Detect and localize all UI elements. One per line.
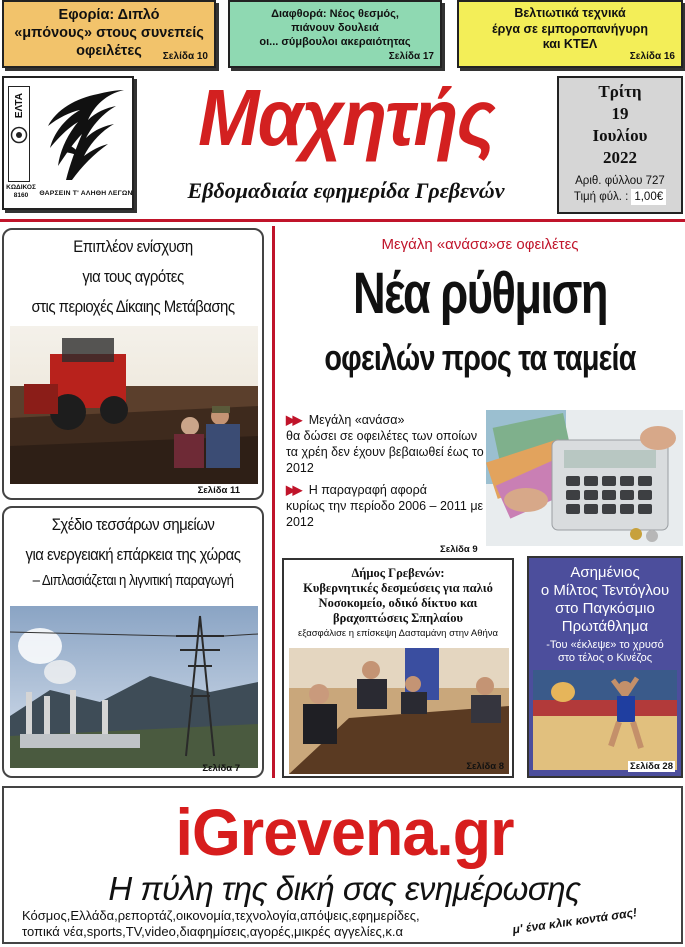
double-arrow-icon: ▶▶	[286, 483, 300, 497]
story-subhead: – Διπλασιάζεται η λιγνιτική παραγωγή	[32, 572, 234, 589]
main-story-bullets	[286, 412, 486, 536]
bullet-body: κυρίως την περίοδο 2006 – 2011 με 2012	[286, 499, 484, 529]
story-headline-line: στις περιοχές Δίκαιης Μετάβασης	[31, 297, 235, 316]
story-headline-line: για τους αγρότες	[82, 267, 184, 286]
igrevena-advertisement[interactable]	[2, 786, 683, 944]
story-subhead: στο τέλος ο Κινέζος	[557, 652, 653, 664]
bullet-item	[286, 412, 486, 476]
story-municipality[interactable]	[282, 558, 514, 778]
postal-code	[6, 184, 36, 200]
teaser-line: πιάνουν δουλειά	[291, 21, 379, 34]
price-row	[559, 189, 681, 205]
motto: ΘΑΡΣΕΙΝ Τ' ΑΛΗΘΗ ΛΕΓΩΝ	[39, 190, 133, 197]
teaser-page: Σελίδα 16	[629, 50, 675, 62]
main-story-page: Σελίδα 9	[440, 544, 478, 555]
ad-logo[interactable]: iGrevena.gr	[175, 795, 514, 869]
story-headline-line: Νοσοκομείο, οδικό δίκτυο και	[318, 596, 478, 610]
story-subhead: -Του «έκλεψε» το χρυσό	[546, 639, 664, 651]
masthead	[142, 73, 550, 212]
teaser-line: Εφορία: Διπλό	[58, 7, 160, 23]
teaser-page: Σελίδα 17	[388, 50, 434, 62]
header-divider	[0, 219, 685, 222]
masthead-emblem-box	[2, 76, 134, 210]
ad-slogan: μ' ένα κλικ κοντά σας!	[511, 905, 638, 937]
newspaper-subtitle: Εβδομαδιαία εφημερίδα Γρεβενών	[187, 178, 505, 203]
day: 19	[611, 104, 629, 123]
main-story-title[interactable]: Νέα ρύθμιση	[353, 261, 607, 326]
teaser-corruption[interactable]	[228, 0, 442, 68]
bullet-body: θα δώσει σε οφειλέτες των οποίων τα χρέη δεν έχουν βεβαιωθεί έως το 2012	[286, 429, 484, 475]
ad-topics-line: Κόσμος,Ελλάδα,ρεπορτάζ,οικονομία,τεχνολογία,απόψεις,εφημερίδες,	[22, 908, 420, 923]
elta-label: ΕΛΤΑ	[13, 93, 25, 119]
teaser-line: οφειλέτες	[76, 43, 142, 60]
teaser-line: οι... σύμβουλοι ακεραιότητας	[259, 35, 411, 48]
story-headline-line: Κυβερνητικές δεσμεύσεις για παλιό	[303, 581, 493, 595]
calculator-money-photo	[486, 410, 683, 546]
teaser-line: Βελτιωτικά τεχνικά	[514, 6, 626, 20]
teaser-technical-works[interactable]	[457, 0, 683, 68]
teaser-tax-bonus[interactable]	[2, 0, 216, 68]
story-page: Σελίδα 8	[466, 761, 504, 772]
story-subhead: εξασφάλισε η επίσκεψη Δασταμάνη στην Αθήνα	[297, 628, 499, 639]
farmers-tractor-photo	[10, 326, 258, 484]
story-headline-line: Πρωτάθλημα	[561, 618, 649, 635]
bullet-head: Μεγάλη «ανάσα»	[308, 413, 405, 427]
story-farmers-support[interactable]	[2, 228, 264, 500]
meeting-photo	[289, 648, 509, 774]
ad-topics	[22, 908, 522, 940]
newspaper-logo[interactable]: Μαχητής	[198, 73, 494, 162]
story-headline-line: ο Μίλτος Τεντόγλου	[540, 582, 670, 599]
power-plant-photo	[10, 606, 258, 768]
ad-tagline: Η πύλη της δική σας ενημέρωσης	[108, 870, 581, 907]
code-label: ΚΩΔΙΚΟΣ	[6, 184, 36, 191]
column-divider	[272, 226, 275, 778]
story-headline-line: Σχέδιο τεσσάρων σημείων	[51, 515, 215, 534]
teaser-page: Σελίδα 10	[162, 50, 208, 62]
story-headline-line: για ενεργειακή επάρκεια της χώρας	[25, 545, 241, 564]
teaser-line: έργα σε εμποροπανήγυρη	[492, 21, 648, 36]
elta-stamp	[8, 86, 30, 182]
main-story-subtitle[interactable]: οφειλών προς τα ταμεία	[324, 337, 636, 378]
price-label: Τιμή φύλ. :	[573, 191, 629, 203]
story-page: Σελίδα 7	[202, 763, 240, 774]
bullet-item	[286, 482, 486, 530]
year: 2022	[603, 148, 637, 167]
teaser-line: Διαφθορά: Νέος θεσμός,	[271, 8, 399, 20]
weekday: Τρίτη	[598, 82, 642, 101]
story-headline-line: Ασημένιος	[570, 564, 640, 581]
story-page: Σελίδα 11	[197, 485, 240, 496]
story-headline-line: στο Παγκόσμιο	[555, 600, 655, 617]
story-page: Σελίδα 28	[630, 761, 673, 772]
story-headline-line: βραχοπτώσεις Σπηλαίου	[333, 611, 463, 625]
long-jump-photo	[533, 670, 677, 770]
bullet-head: Η παραγραφή αφορά	[308, 483, 427, 497]
ad-topics-line: τοπικά νέα,sports,TV,video,διαφημίσεις,αγορές,μικρές αγγελίες,κ.α	[22, 924, 403, 939]
double-arrow-icon: ▶▶	[286, 413, 300, 427]
teaser-line: «μπόνους» στους συνεπείς	[14, 25, 204, 42]
code-value: 8160	[13, 192, 29, 199]
story-tentoglou[interactable]	[527, 556, 683, 778]
story-energy-plan[interactable]	[2, 506, 264, 778]
price-value: 1,00€	[631, 189, 666, 205]
eagle-emblem-icon	[36, 84, 132, 188]
story-headline-line: Δήμος Γρεβενών:	[351, 566, 445, 580]
main-story-kicker: Μεγάλη «ανάσα»σε οφειλέτες	[381, 236, 579, 253]
issue-number: Αριθ. φύλλου 727	[575, 175, 665, 187]
month: Ιουλίου	[592, 126, 648, 145]
elta-seal-icon	[10, 126, 28, 144]
teaser-line: και ΚΤΕΛ	[542, 37, 598, 52]
story-headline-line: Επιπλέον ενίσχυση	[73, 237, 193, 256]
issue-date-box	[557, 76, 683, 214]
